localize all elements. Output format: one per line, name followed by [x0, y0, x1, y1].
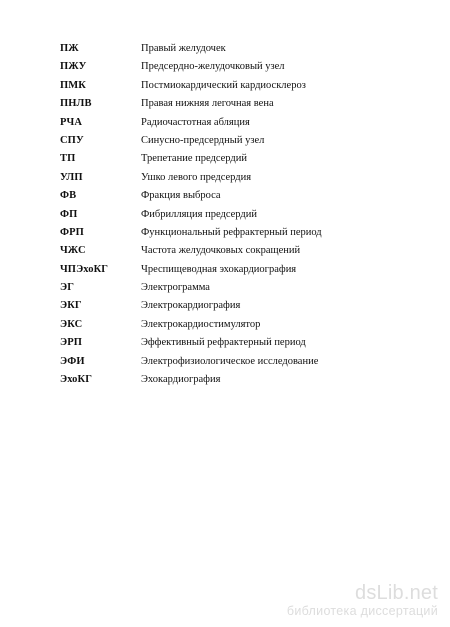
watermark-logo: dsLib.net: [355, 582, 438, 604]
abbreviation-row: [0, 261, 450, 279]
abbreviation-term: ПНЛВ: [60, 98, 92, 110]
abbreviation-term: ТП: [60, 153, 76, 165]
abbreviation-definition: Ушко левого предсердия: [141, 171, 252, 183]
abbreviation-term: ЧЖС: [60, 245, 86, 257]
abbreviation-definition: Электрокардиография: [141, 300, 241, 312]
abbreviation-definition: Постмиокардический кардиосклероз: [141, 79, 306, 91]
abbreviation-definition: Частота желудочковых сокращений: [141, 245, 301, 257]
watermark-subtitle: библиотека диссертаций: [286, 604, 438, 618]
abbreviation-row: [0, 206, 450, 224]
abbreviation-term: РЧА: [60, 116, 83, 128]
abbreviation-definition: Предсердно-желудочковый узел: [141, 61, 285, 73]
abbreviation-term: ФРП: [60, 226, 84, 238]
abbreviation-term: ПЖУ: [60, 61, 87, 73]
abbreviation-row: [0, 316, 450, 334]
abbreviation-definition: Фибрилляция предсердий: [141, 208, 258, 220]
abbreviation-row: [0, 371, 450, 389]
abbreviation-term: ЧПЭхоКГ: [60, 263, 109, 275]
abbreviation-row: [0, 169, 450, 187]
abbreviation-term: ЭГ: [60, 282, 75, 294]
abbreviation-row: [0, 40, 450, 58]
abbreviation-definition: Фракция выброса: [141, 190, 221, 202]
abbreviation-definition: Эффективный рефрактерный период: [141, 337, 306, 349]
abbreviation-term: ЭКС: [60, 318, 83, 330]
abbreviation-term: СПУ: [60, 134, 84, 146]
abbreviation-term: ПМК: [60, 79, 86, 91]
abbreviation-row: [0, 353, 450, 371]
abbreviation-term: ЭхоКГ: [60, 374, 93, 386]
abbreviation-definition: Электрокардиостимулятор: [141, 318, 261, 330]
abbreviation-row: [0, 58, 450, 76]
abbreviation-row: [0, 132, 450, 150]
abbreviation-definition: Правый желудочек: [141, 43, 226, 54]
abbreviation-definition: Правая нижняя легочная вена: [141, 98, 274, 110]
abbreviation-term: ЭКГ: [60, 300, 82, 312]
abbreviation-definition: Чреспищеводная эхокардиография: [141, 263, 297, 275]
abbreviation-definition: Трепетание предсердий: [141, 153, 247, 165]
abbreviation-term: ФВ: [60, 190, 77, 202]
abbreviation-row: [0, 95, 450, 113]
abbreviation-term: ФП: [60, 208, 78, 220]
abbreviation-definition: Синусно-предсердный узел: [141, 134, 265, 146]
abbreviation-row: [0, 334, 450, 352]
abbreviation-definition: Электрофизиологическое исследование: [141, 355, 319, 367]
abbreviation-row: [0, 297, 450, 315]
abbreviation-list: [0, 40, 450, 389]
abbreviation-definition: Электрограмма: [141, 282, 210, 294]
abbreviation-term: ЭФИ: [60, 355, 85, 367]
abbreviation-row: [0, 77, 450, 95]
abbreviation-term: УЛП: [60, 171, 83, 183]
abbreviation-row: [0, 224, 450, 242]
abbreviation-row: [0, 187, 450, 205]
abbreviation-definition: Радиочастотная абляция: [141, 116, 250, 128]
abbreviation-row: [0, 150, 450, 168]
abbreviation-term: ПЖ: [60, 43, 79, 54]
abbreviation-definition: Функциональный рефрактерный период: [141, 226, 322, 238]
abbreviation-definition: Эхокардиография: [141, 374, 221, 386]
abbreviation-row: [0, 242, 450, 260]
dslib-watermark: [287, 582, 438, 619]
abbreviation-row: [0, 279, 450, 297]
abbreviation-term: ЭРП: [60, 337, 83, 349]
abbreviation-row: [0, 114, 450, 132]
